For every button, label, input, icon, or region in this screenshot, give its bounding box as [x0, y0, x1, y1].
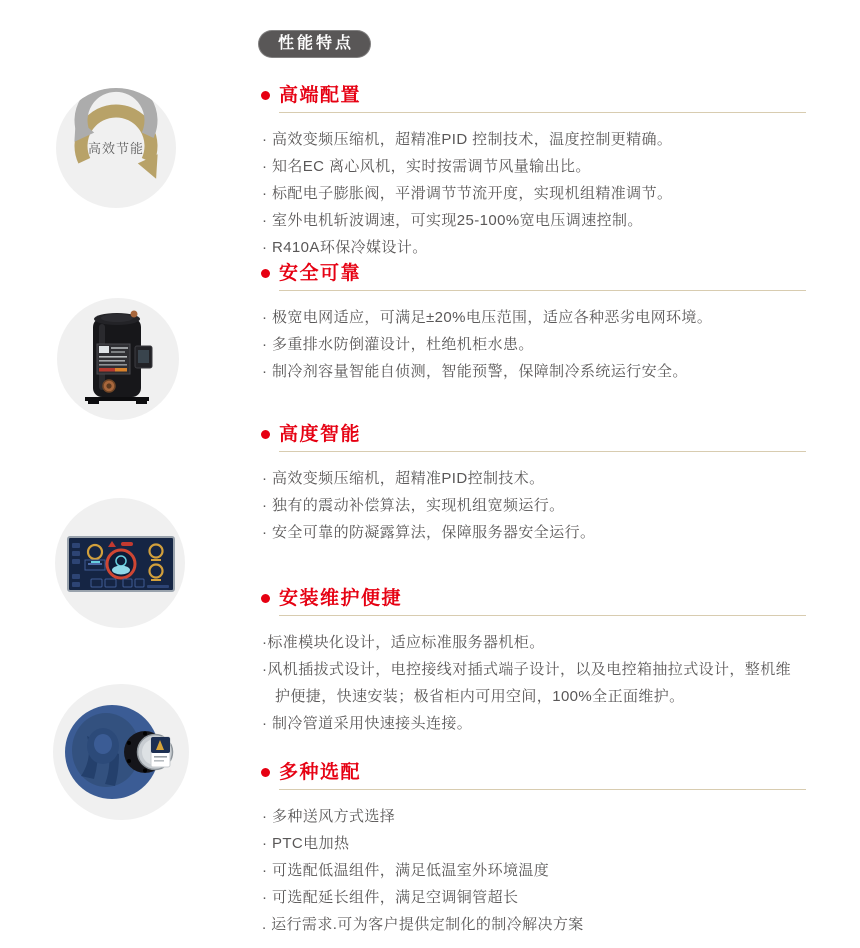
section-heading: [258, 424, 806, 445]
feature-item: · 可选配延长组件，满足空调铜管超长: [262, 889, 519, 906]
features-content: [258, 0, 806, 948]
feature-item: · 室外电机斩波调速，可实现25-100%宽电压调速控制。: [262, 212, 643, 229]
section-underline: [279, 615, 806, 616]
feature-item: · PTC电加热: [262, 835, 350, 852]
feature-list: [262, 629, 806, 737]
ec-fan-image: [53, 684, 189, 820]
section-underline: [279, 451, 806, 452]
feature-item: · 多种送风方式选择: [262, 808, 396, 825]
feature-item: · 可选配低温组件，满足低温室外环境温度: [262, 862, 550, 879]
section-title: 安装维护便捷: [279, 588, 403, 609]
dashboard-illustration: [55, 498, 185, 628]
feature-item: · R410A环保冷媒设计。: [262, 239, 428, 256]
control-panel-image: [55, 498, 185, 628]
section-title: 安全可靠: [279, 263, 362, 284]
feature-section-0: [258, 85, 806, 261]
page-title-badge: 性能特点: [258, 30, 371, 58]
feature-section-3: [258, 588, 806, 737]
compressor-illustration: [57, 298, 179, 420]
feature-item: · 高效变频压缩机，超精准PID控制技术。: [262, 470, 545, 487]
feature-item: ·风机插拔式设计，电控接线对插式端子设计，以及电控箱抽拉式设计，整机维护便捷，快速安装；极省柜内可用空间，100%全正面维护。: [262, 661, 791, 705]
feature-item: · 独有的震动补偿算法，实现机组宽频运行。: [262, 497, 565, 514]
feature-list: [262, 803, 806, 938]
section-underline: [279, 290, 806, 291]
feature-list: [262, 304, 806, 385]
section-underline: [279, 112, 806, 113]
feature-item: · 多重排水防倒灌设计，杜绝机柜水患。: [262, 336, 534, 353]
section-heading: [258, 263, 806, 284]
red-bullet-icon: [261, 91, 270, 100]
feature-section-2: [258, 424, 806, 546]
red-bullet-icon: [261, 594, 270, 603]
section-heading: [258, 762, 806, 783]
cycle-arrows-icon: [56, 88, 176, 208]
red-bullet-icon: [261, 269, 270, 278]
section-heading: [258, 588, 806, 609]
feature-list: [262, 465, 806, 546]
feature-section-1: [258, 263, 806, 385]
section-title: 多种选配: [279, 762, 362, 783]
red-bullet-icon: [261, 768, 270, 777]
feature-section-4: [258, 762, 806, 938]
feature-item: · 知名EC 离心风机，实时按需调节风量输出比。: [262, 158, 591, 175]
feature-item: · 制冷管道采用快速接头连接。: [262, 715, 473, 732]
red-bullet-icon: [261, 430, 270, 439]
feature-item: · 安全可靠的防凝露算法，保障服务器安全运行。: [262, 524, 596, 541]
compressor-image: [57, 298, 179, 420]
feature-item: · 极宽电网适应，可满足±20%电压范围，适应各种恶劣电网环境。: [262, 309, 713, 326]
feature-item: · 高效变频压缩机，超精准PID 控制技术，温度控制更精确。: [262, 131, 673, 148]
feature-list: [262, 126, 806, 261]
fan-illustration: [53, 684, 189, 820]
feature-item: · 标配电子膨胀阀，平滑调节节流开度，实现机组精准调节。: [262, 185, 673, 202]
section-heading: [258, 85, 806, 106]
section-title: 高端配置: [279, 85, 362, 106]
feature-item: ·标准模块化设计，适应标准服务器机柜。: [262, 634, 545, 651]
feature-item: . 运行需求.可为客户提供定制化的制冷解决方案: [262, 916, 584, 933]
energy-saving-cycle-icon: [56, 88, 176, 208]
section-title: 高度智能: [279, 424, 362, 445]
energy-cycle-label: 高效节能: [87, 141, 145, 156]
section-underline: [279, 789, 806, 790]
feature-item: · 制冷剂容量智能自侦测，智能预警，保障制冷系统运行安全。: [262, 363, 688, 380]
